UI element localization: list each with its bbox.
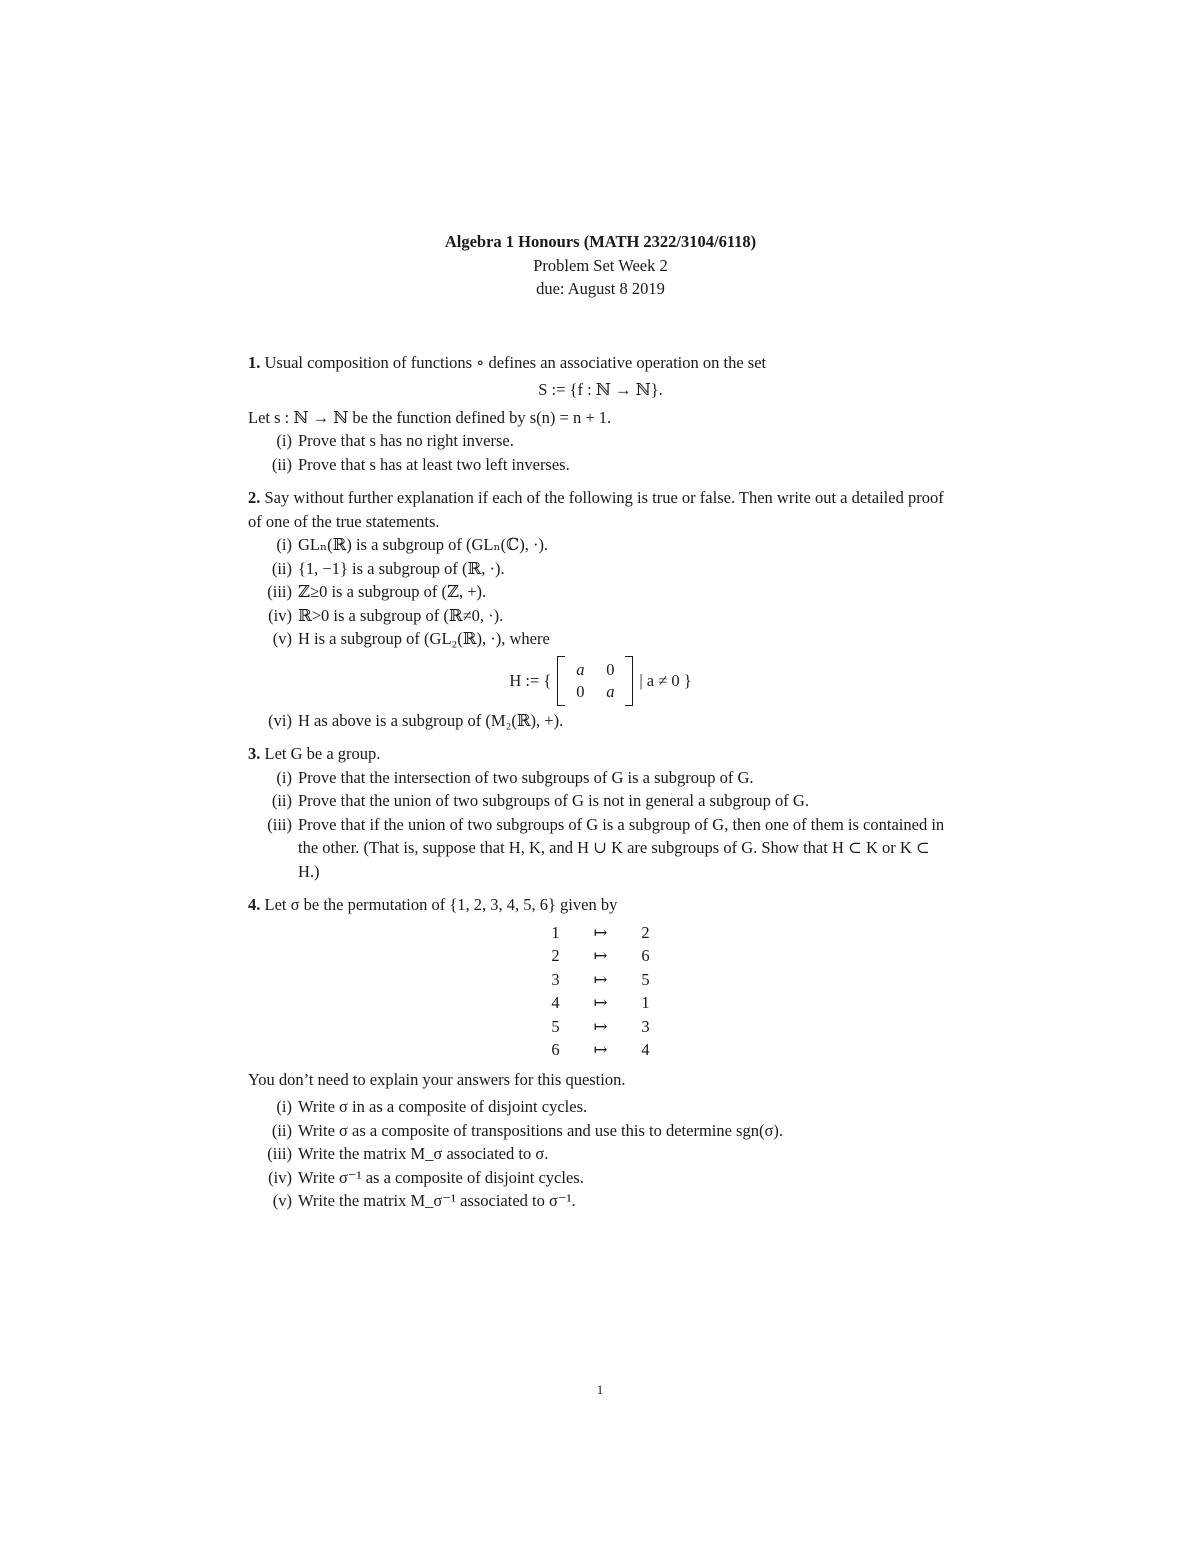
problem-3-intro-line bbox=[248, 742, 953, 766]
right-bracket bbox=[625, 656, 633, 706]
matrix-entry: 0 bbox=[576, 681, 585, 701]
item-label: (i) bbox=[276, 767, 292, 787]
item-label: (i) bbox=[276, 431, 292, 450]
perm-to: 4 bbox=[641, 1040, 650, 1059]
due-date: due: August 8 2019 bbox=[536, 279, 665, 298]
problem-2-items-continued bbox=[248, 709, 953, 733]
list-item bbox=[248, 1189, 953, 1213]
maps-to-arrow: ↦ bbox=[593, 946, 608, 965]
matrix bbox=[557, 656, 633, 706]
matrix-set-definition bbox=[248, 655, 953, 707]
item-text: {1, −1} is a subgroup of (ℝ, ·). bbox=[298, 558, 505, 578]
item-text: Prove that the intersection of two subgroups of G is a subgroup of G. bbox=[298, 767, 754, 787]
problem-4-items bbox=[248, 1095, 953, 1213]
item-label: (iv) bbox=[268, 1167, 292, 1187]
set-prefix: H := { bbox=[509, 670, 552, 690]
problem-number: 3. bbox=[248, 744, 261, 763]
problem-2 bbox=[248, 486, 953, 732]
item-label: (ii) bbox=[271, 791, 292, 810]
list-item bbox=[248, 533, 953, 557]
list-item bbox=[248, 813, 953, 884]
problem-3-items bbox=[248, 766, 953, 884]
problem-3 bbox=[248, 742, 953, 883]
content bbox=[248, 230, 953, 1223]
problem-3-intro: Let G be a group. bbox=[264, 744, 381, 763]
item-text: Prove that if the union of two subgroups of G is a subgroup of G, then one of them is contained in the other. (That is, suppose that H, K, and H ∪ K are subgroups of G. Show that H ⊂ K or K ⊂ H.) bbox=[298, 814, 945, 881]
item-label: (iii) bbox=[267, 582, 292, 601]
list-item bbox=[248, 766, 953, 790]
set-suffix: | a ≠ 0 } bbox=[639, 670, 692, 690]
item-text: Prove that the union of two subgroups of G is not in general a subgroup of G. bbox=[298, 791, 809, 810]
perm-from: 3 bbox=[551, 969, 560, 989]
item-text: Write σ in as a composite of disjoint cycles. bbox=[298, 1097, 588, 1116]
maps-to-arrow: ↦ bbox=[593, 1016, 608, 1036]
list-item bbox=[248, 429, 953, 453]
perm-to: 2 bbox=[641, 922, 650, 942]
matrix-entry: 0 bbox=[606, 659, 615, 679]
item-text: Prove that s has at least two left inverses. bbox=[298, 454, 570, 474]
problem-4-note: You don’t need to explain your answers for this question. bbox=[248, 1069, 626, 1089]
item-label: (ii) bbox=[271, 454, 292, 474]
perm-to: 5 bbox=[641, 969, 650, 989]
maps-to-arrow: ↦ bbox=[593, 1040, 608, 1059]
header bbox=[248, 230, 953, 301]
item-label: (i) bbox=[276, 535, 292, 554]
perm-to: 3 bbox=[641, 1016, 650, 1036]
set-definition: S := {f : ℕ → ℕ}. bbox=[538, 380, 663, 399]
list-item bbox=[248, 580, 953, 604]
list-item bbox=[248, 1142, 953, 1166]
perm-to: 6 bbox=[641, 946, 650, 965]
problem-1-intro-line bbox=[248, 351, 953, 375]
perm-to: 1 bbox=[641, 993, 650, 1012]
problem-2-items bbox=[248, 533, 953, 651]
problem-1-text: Let s : ℕ → ℕ be the function defined by s(n) = n + 1. bbox=[248, 407, 612, 427]
document-subtitle: Problem Set Week 2 bbox=[533, 255, 668, 275]
item-label: (vi) bbox=[268, 710, 292, 730]
list-item bbox=[248, 789, 953, 813]
list-item bbox=[248, 709, 953, 733]
maps-to-arrow: ↦ bbox=[593, 969, 608, 989]
item-text: Write σ⁻¹ as a composite of disjoint cycles. bbox=[298, 1167, 584, 1187]
item-label: (ii) bbox=[271, 1120, 292, 1140]
permutation-table bbox=[248, 921, 953, 1062]
problem-1 bbox=[248, 351, 953, 477]
item-text: H as above is a subgroup of (M₂(ℝ), +). bbox=[298, 710, 564, 730]
perm-from: 1 bbox=[551, 922, 560, 942]
maps-to-arrow: ↦ bbox=[593, 922, 608, 942]
problem-number: 1. bbox=[248, 352, 261, 372]
perm-from: 4 bbox=[551, 993, 560, 1012]
document-title: Algebra 1 Honours (MATH 2322/3104/6118) bbox=[444, 232, 757, 251]
page-number: 1 bbox=[596, 1382, 604, 1397]
item-text: ℤ≥0 is a subgroup of (ℤ, +). bbox=[298, 582, 487, 601]
list-item bbox=[248, 557, 953, 581]
list-item bbox=[248, 453, 953, 477]
item-label: (iii) bbox=[267, 814, 292, 834]
problem-1-items bbox=[248, 429, 953, 476]
item-text: GLₙ(ℝ) is a subgroup of (GLₙ(ℂ), ·). bbox=[298, 535, 549, 554]
item-label: (iii) bbox=[267, 1144, 292, 1163]
perm-from: 2 bbox=[551, 946, 560, 965]
problem-number: 2. bbox=[248, 488, 261, 507]
list-item bbox=[248, 627, 953, 651]
matrix-entry: a bbox=[606, 681, 615, 701]
problem-4 bbox=[248, 893, 953, 1213]
matrix-entry: a bbox=[576, 659, 585, 679]
problem-1-intro: Usual composition of functions ∘ defines an associative operation on the set bbox=[264, 352, 767, 372]
item-label: (i) bbox=[276, 1097, 292, 1116]
problem-4-intro: Let σ be the permutation of {1, 2, 3, 4, 5, 6} given by bbox=[264, 895, 618, 914]
item-label: (iv) bbox=[268, 605, 292, 625]
problem-number: 4. bbox=[248, 895, 261, 914]
list-item bbox=[248, 1166, 953, 1190]
problem-2-intro: Say without further explanation if each of the following is true or false. Then write out a detailed proof of one of the true statements. bbox=[248, 488, 944, 531]
item-label: (v) bbox=[272, 1191, 292, 1210]
left-bracket bbox=[557, 656, 565, 706]
problem-4-intro-line bbox=[248, 893, 953, 917]
item-text: Prove that s has no right inverse. bbox=[298, 431, 514, 450]
item-text: Write σ as a composite of transpositions and use this to determine sgn(σ). bbox=[298, 1120, 783, 1140]
item-text: H is a subgroup of (GL₂(ℝ), ·), where bbox=[298, 629, 550, 648]
matrix-entries bbox=[565, 659, 625, 703]
list-item bbox=[248, 604, 953, 628]
perm-from: 6 bbox=[551, 1040, 560, 1059]
item-label: (v) bbox=[272, 629, 292, 648]
perm-from: 5 bbox=[551, 1016, 560, 1036]
maps-to-arrow: ↦ bbox=[593, 993, 608, 1012]
item-text: ℝ>0 is a subgroup of (ℝ≠0, ·). bbox=[298, 605, 504, 625]
problem-2-intro-line bbox=[248, 486, 953, 533]
item-label: (ii) bbox=[271, 558, 292, 578]
item-text: Write the matrix M_σ associated to σ. bbox=[298, 1144, 549, 1163]
list-item bbox=[248, 1095, 953, 1119]
item-text: Write the matrix M_σ⁻¹ associated to σ⁻¹. bbox=[298, 1191, 576, 1210]
list-item bbox=[248, 1119, 953, 1143]
